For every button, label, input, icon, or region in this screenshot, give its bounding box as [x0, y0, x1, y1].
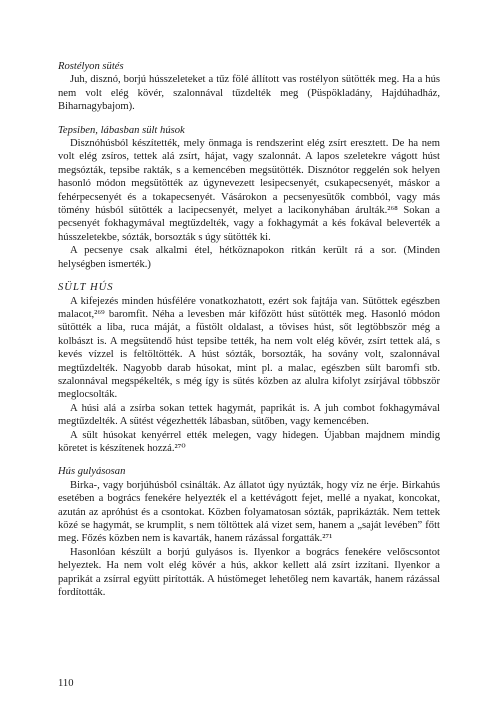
section-heading: Rostélyon sütés — [58, 61, 124, 72]
section-rostelyon-sutes — [58, 60, 440, 114]
section-heading: Tepsiben, lábasban sült húsok — [58, 124, 185, 136]
page-number: 110 — [58, 678, 74, 689]
section-tepsiben-sult-husok — [58, 124, 440, 271]
paragraph: A pecsenye csak alkalmi étel, hétköznapokon ritkán került rá a sor. (Minden helységben ismerték.) — [58, 245, 440, 270]
page-content — [58, 60, 440, 609]
section-heading: Hús gulyásosan — [58, 466, 126, 478]
paragraph: A húsi alá a zsírba sokan tettek hagymát, paprikát is. A juh combot fokhagymával megtűzdelték. A sütést végezhették lábasban, sütőben, vagy kemencében. — [58, 402, 440, 428]
paragraph: Hasonlóan készült a borjú gulyásos is. Ilyenkor a bogrács fenekére velőscsontot helyeztek. Ha nem volt elég kövér a hús, akkor kellett alá zsírt izzítani. Ilyenkor a paprikát a zsírral együtt pirították. A hústömeget lehetőleg nem kavarták, hanem rázással fordították. — [58, 546, 440, 599]
paragraph: Disznóhúsból készítették, mely önmaga is rendszerint elég zsírt eresztett. De ha nem volt elég zsíros, tettek alá zsírt, hájat, vagy szalonnát. A lapos szeletekre vágott húst megsózták, tepsibe rakták, s a kemencében megsütötték. Disznótor reggelén sok helyen hasonló módon megsütötték az úgynevezett lesipecsenyét, csukapecsenyét, máskor a fehérpecsenyét és a tokapecsenyét. Vásárokon a pecsenyesütők combból, vagy más tömény húsból sütötték a lacipecsenyét, melyet a lacikonyhában árulták.²⁶⁸ Sokan a pecsenyét fokhagymával megtűzdelték, vagy a fokhagymát a kés fokával beleverték a hússzeletekbe, sózták, borsozták s úgy sütötték ki. — [58, 138, 440, 243]
paragraph: A kifejezés minden húsfélére vonatkozhatott, ezért sok fajtája van. Sütöttek egészben malacot,²⁶⁹ baromfit. Néha a levesben már kifőzött húst sütötték meg. Hasonló módon sütötték a liba, ruca máját, a füstölt oldalast, a tövises húst, sőt legtöbbször még a kolbászt is. A megsütendő húst tepsibe tették, ha nem volt elég kövér, zsírt tettek alá, s kevés vízzel is feltöltötték. A húst sózták, borsozták, ha sovány volt, szalonnával megtűzdelték. Nagyobb darab húsokat, mint pl. a malac, egészben sült baromfi stb. szalonnával megspékelték, s még így is sütés közben az alulra kifolyt zsírjával többször meglocsolták. — [58, 295, 440, 401]
section-sult-hus — [58, 281, 440, 455]
section-heading: SÜLT HÚS — [58, 282, 114, 294]
paragraph: Juh, disznó, borjú hússzeleteket a tűz fölé állított vas rostélyon sütötték meg. Ha a hús nem volt elég kövér, szalonnával tűzdelték meg (Püspökladány, Hajdúhadház, Biharnagybajom). — [58, 74, 440, 113]
section-hus-gulyasosan — [58, 465, 440, 599]
paragraph: Birka-, vagy borjúhúsból csinálták. Az állatot úgy nyúzták, hogy víz ne érje. Birkahús esetében a bogrács fenekére helyezték el a kettévágott fejet, mellé a nyakat, koncokat, azután az apróhúst és a csontokat. Közben folyamatosan sózták, paprikázták. Nem tettek közé se hagymát, se krumplit, s nem töltöttek alá vizet sem, hanem a „saját levében” főtt meg. Főzés közben nem is kavarták, hanem rázással forgatták.²⁷¹ — [58, 479, 440, 545]
paragraph: A sült húsokat kenyérrel ették melegen, vagy hidegen. Újabban majdnem mindig köretet is készítenek hozzá.²⁷⁰ — [58, 429, 440, 454]
